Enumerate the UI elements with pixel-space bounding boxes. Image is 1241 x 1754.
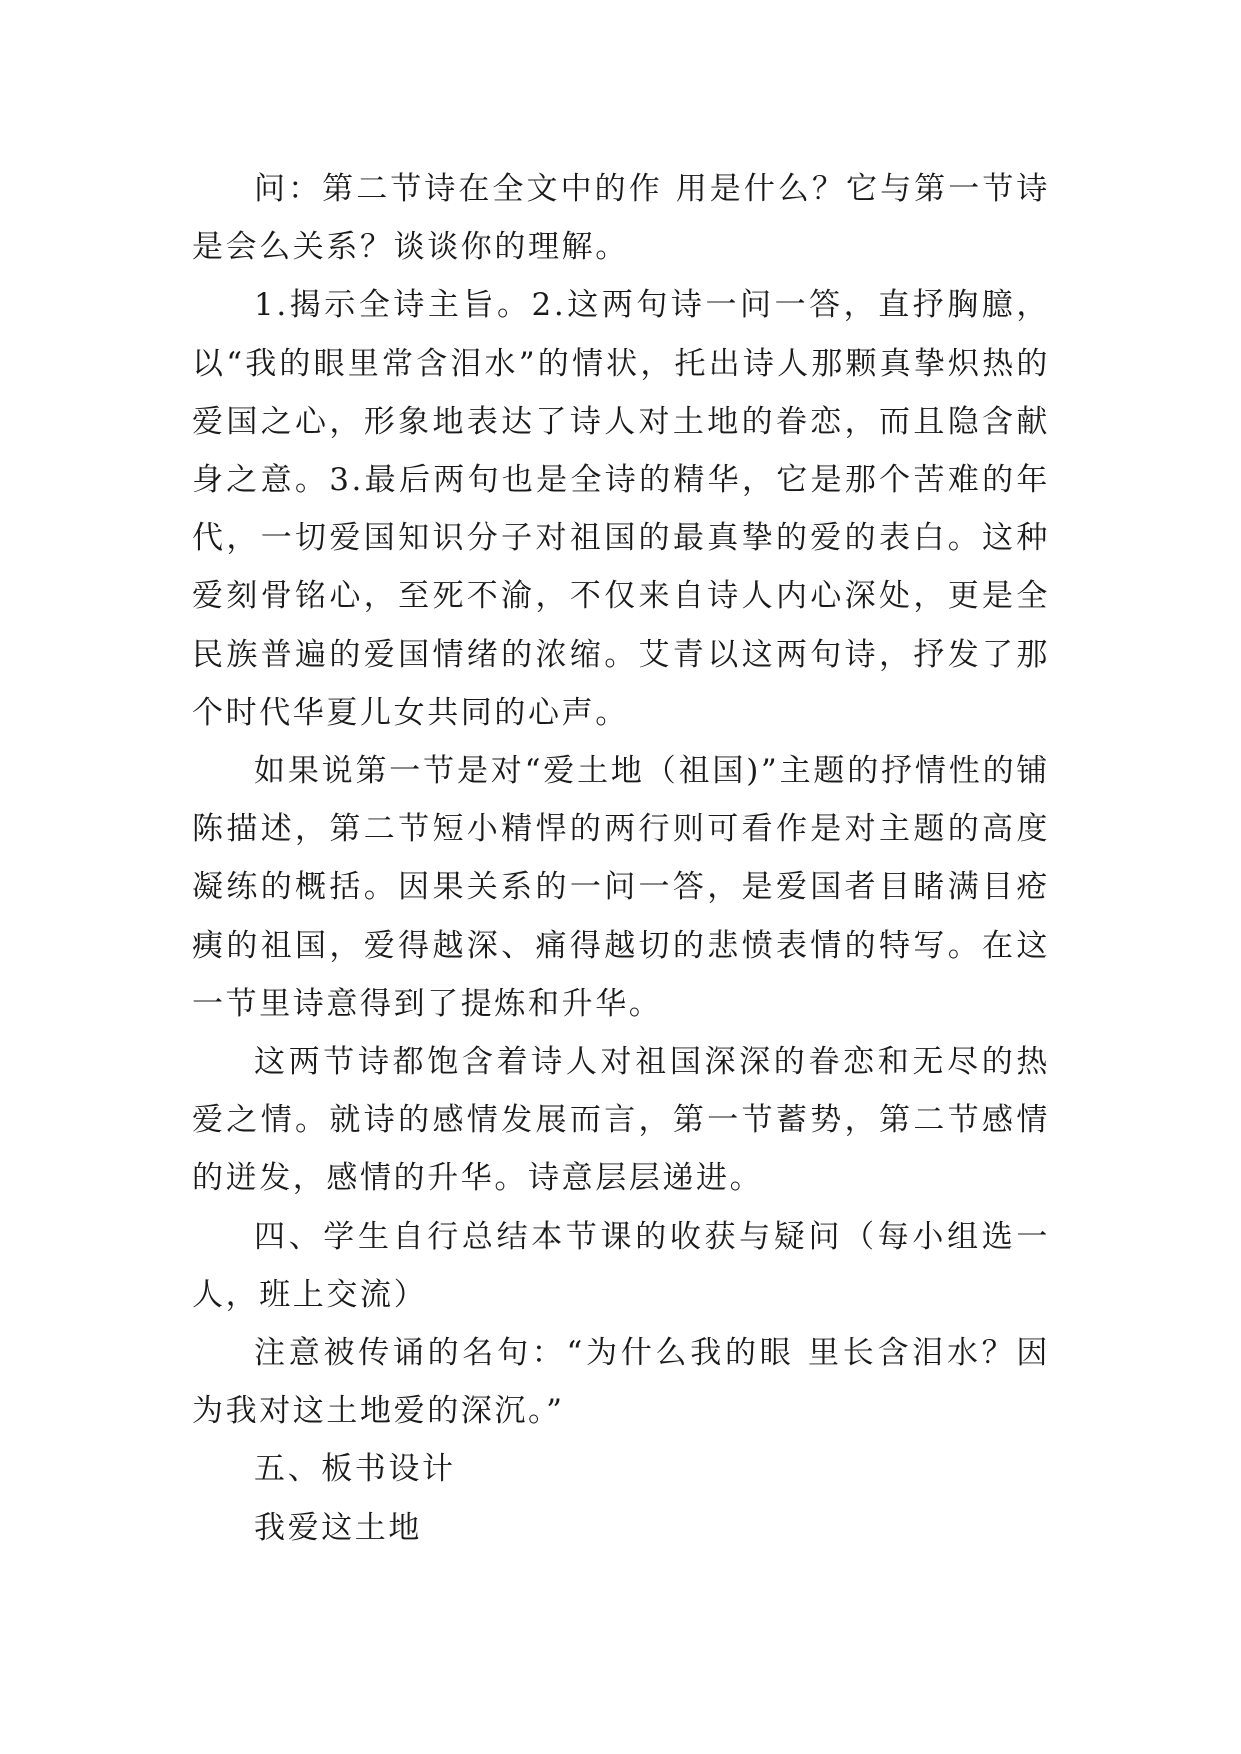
question-paragraph: 问：第二节诗在全文中的作 用是什么？它与第一节诗是会么关系？谈谈你的理解。 — [192, 171, 1050, 266]
summary-paragraph: 这两节诗都饱含着诗人对祖国深深的眷恋和无尽的热爱之情。就诗的感情发展而言，第一节蓄势，第二节感情的迸发，感情的升华。诗意层层递进。 — [192, 1044, 1050, 1197]
section-five-heading: 五、板书设计 — [254, 1451, 456, 1488]
answer-paragraph: 1.揭示全诗主旨。2.这两句诗一问一答，直抒胸臆，以“我的眼里常含泪水”的情状，托出诗人那颗真挚炽热的爱国之心，形象地表达了诗人对土地的眷恋，而且隐含献身之意。3.最后两句也是全诗的精华，它是那个苦难的年代，一切爱国知识分子对祖国的最真挚的爱的表白。这种爱刻骨铭心，至死不渝，不仅来自诗人内心深处，更是全民族普遍的爱国情绪的浓缩。艾青以这两句诗，抒发了那个时代华夏儿女共同的心声。 — [192, 287, 1050, 731]
poem-title: 我爱这土地 — [254, 1509, 422, 1546]
section-four-heading: 四、学生自行总结本节课的收获与疑问（每小组选一人，班上交流） — [192, 1218, 1050, 1313]
famous-quote-paragraph: 注意被传诵的名句：“为什么我的眼 里长含泪水？因为我对这土地爱的深沉。” — [192, 1335, 1050, 1430]
analysis-paragraph: 如果说第一节是对“爱土地（祖国)”主题的抒情性的铺陈描述，第二节短小精悍的两行则可看作是对主题的高度凝练的概括。因果关系的一问一答，是爱国者目睹满目疮痍的祖国，爱得越深、痛得越切的悲愤表情的特写。在这一节里诗意得到了提炼和升华。 — [192, 753, 1050, 1022]
document-body — [192, 160, 1050, 1557]
